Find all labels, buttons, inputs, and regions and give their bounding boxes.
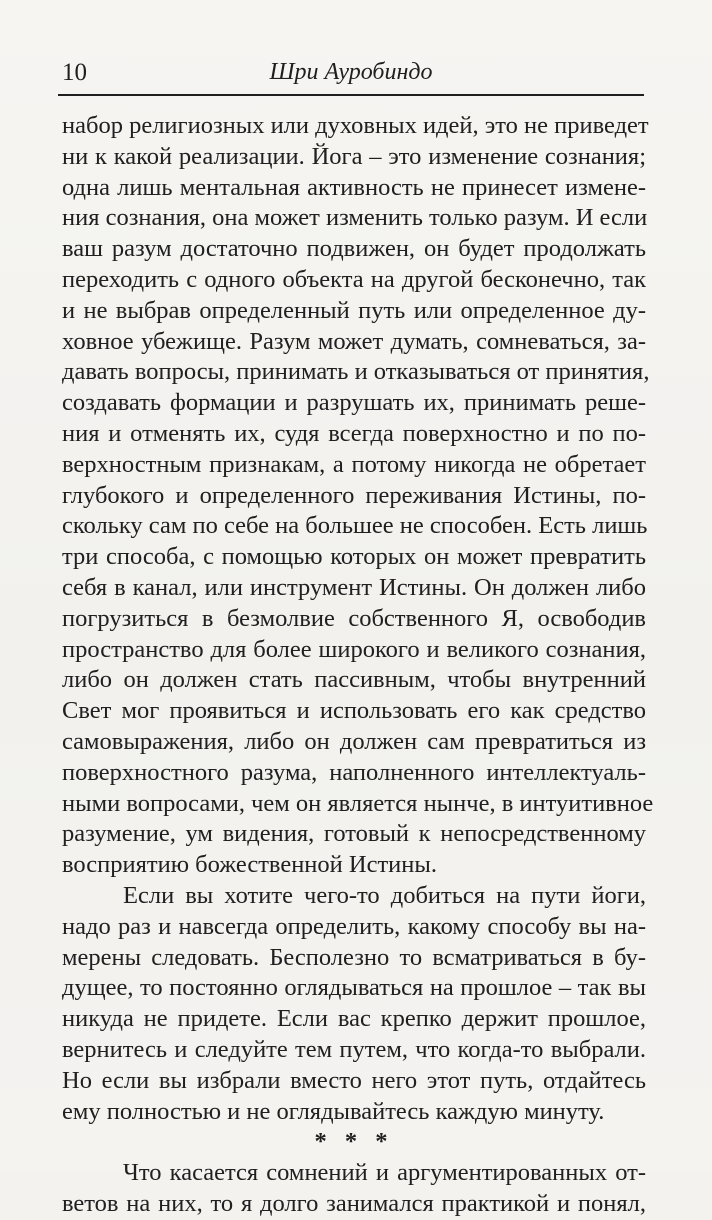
text-line: три способа, с помощью которых он может превратить: [62, 543, 646, 571]
paragraph-3: [62, 1158, 646, 1220]
text-line: самовыражения, либо он должен сам превратиться из: [62, 727, 646, 755]
text-line: верхностным признакам, а потому никогда не обретает: [62, 450, 646, 478]
text-line: Свет мог проявиться и использовать его как средство: [62, 697, 646, 725]
text-line: восприятию божественной Истины.: [62, 851, 437, 879]
text-line: надо раз и навсегда определить, какому способу вы на-: [62, 912, 646, 940]
text-line: мерены следовать. Бесполезно то всматриваться в бу-: [62, 943, 646, 971]
text-line: набор религиозных или духовных идей, это не приведет: [62, 112, 649, 139]
text-line: никуда не придете. Если вас крепко держит прошлое,: [62, 1005, 646, 1033]
page-header: [58, 58, 644, 96]
text-line: ветов на них, то я долго занимался практикой и понял,: [62, 1189, 646, 1217]
paragraph-2: [62, 881, 646, 1127]
text-line: дущее, то постоянно оглядываться на прошлое – так вы: [62, 974, 646, 1002]
text-line: ему полностью и не оглядывайтесь каждую минуту.: [62, 1097, 605, 1125]
body-text: [62, 111, 654, 1220]
text-line: одна лишь ментальная активность не принесет измене-: [62, 173, 646, 201]
section-separator: [62, 1127, 646, 1158]
text-line: разумение, ум видения, готовый к непосредственному: [62, 820, 646, 848]
text-line: глубокого и определенного переживания Истины, по-: [62, 481, 646, 509]
text-line: вернитесь и следуйте тем путем, что когда-то выбрали.: [62, 1035, 646, 1063]
text-line: поверхностного разума, наполненного интеллектуаль-: [62, 758, 646, 786]
paragraph-1: [62, 111, 654, 881]
text-line: ными вопросами, чем он является нынче, в интуитивное: [62, 789, 654, 817]
text-line: скольку сам по себе на большее не способен. Есть лишь: [62, 512, 648, 540]
text-line: себя в канал, или инструмент Истины. Он должен либо: [62, 573, 646, 601]
running-title: Шри Ауробиндо: [269, 59, 433, 85]
text-line: и не выбрав определенный путь или определенное ду-: [62, 296, 646, 324]
text-line: ния сознания, она может изменить только разум. И если: [62, 204, 648, 232]
text-line: либо он должен стать пассивным, чтобы внутренний: [62, 666, 646, 694]
text-line: погрузиться в безмолвие собственного Я, освободив: [62, 604, 646, 632]
text-line: Что касается сомнений и аргументированных от-: [123, 1159, 646, 1187]
text-line: создавать формации и разрушать их, принимать реше-: [62, 389, 646, 417]
text-line: ния и отменять их, судя всегда поверхностно и по по-: [62, 419, 646, 447]
asterism: * * *: [314, 1128, 394, 1156]
text-line: ваш разум достаточно подвижен, он будет продолжать: [62, 235, 646, 263]
text-line: пространство для более широкого и великого сознания,: [62, 635, 646, 663]
page-number: 10: [62, 59, 87, 86]
text-line: давать вопросы, принимать и отказываться от принятия,: [62, 358, 650, 386]
text-line: Но если вы избрали вместо него этот путь, отдайтесь: [62, 1066, 646, 1094]
text-line: ховное убежище. Разум может думать, сомневаться, за-: [62, 327, 646, 355]
text-line: Если вы хотите чего-то добиться на пути йоги,: [123, 881, 646, 909]
text-line: переходить с одного объекта на другой бесконечно, так: [62, 265, 646, 293]
text-line: ни к какой реализации. Йога – это изменение сознания;: [62, 142, 646, 170]
